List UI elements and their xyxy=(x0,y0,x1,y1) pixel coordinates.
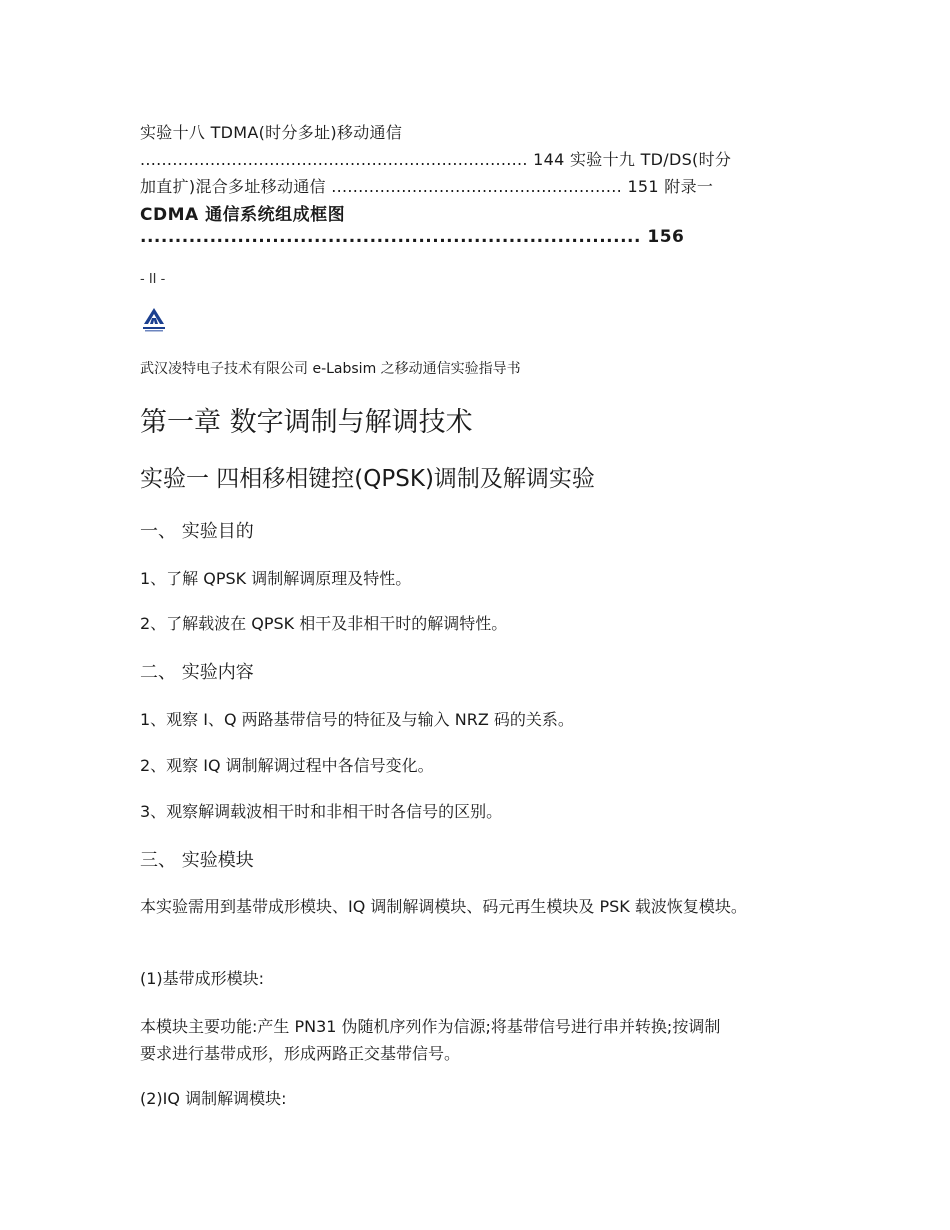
company-header: 武汉凌特电子技术有限公司 e-Labsim 之移动通信实验指导书 xyxy=(140,361,521,377)
content-item-1: 1、观察 I、Q 两路基带信号的特征及与输入 NRZ 码的关系。 xyxy=(140,710,574,729)
content-item-2: 2、观察 IQ 调制解调过程中各信号变化。 xyxy=(140,756,434,775)
module-1-desc-line-2: 要求进行基带成形，形成两路正交基带信号。 xyxy=(140,1044,461,1063)
experiment-title: 实验一 四相移相键控(QPSK)调制及解调实验 xyxy=(140,466,595,492)
module-1-desc-line-1: 本模块主要功能:产生 PN31 伪随机序列作为信源;将基带信号进行串并转换;按调制 xyxy=(140,1017,721,1036)
lingte-logo-icon xyxy=(140,306,168,334)
chapter-title: 第一章 数字调制与解调技术 xyxy=(140,407,473,438)
module-1-title: (1)基带成形模块: xyxy=(140,969,265,988)
module-2-title: (2)IQ 调制解调模块: xyxy=(140,1089,287,1108)
toc-line-2: ........................................................................ 144 实验十九 TD/DS(时分 xyxy=(140,150,732,169)
toc-line-4: CDMA 通信系统组成框图 xyxy=(140,205,346,225)
section-purpose-title: 一、 实验目的 xyxy=(140,521,254,542)
toc-line-1: 实验十八 TDMA(时分多址)移动通信 xyxy=(140,123,403,142)
modules-intro: 本实验需用到基带成形模块、IQ 调制解调模块、码元再生模块及 PSK 载波恢复模块。 xyxy=(140,897,747,916)
content-item-3: 3、观察解调载波相干时和非相干时各信号的区别。 xyxy=(140,802,503,821)
toc-line-3: 加直扩)混合多址移动通信 ...................................................... 151 附录一 xyxy=(140,177,714,196)
section-content-title: 二、 实验内容 xyxy=(140,662,254,683)
toc-line-5: ........................................................................ 156 xyxy=(140,227,685,247)
section-modules-title: 三、 实验模块 xyxy=(140,850,254,871)
page-number: - II - xyxy=(140,272,166,287)
purpose-item-2: 2、了解载波在 QPSK 相干及非相干时的解调特性。 xyxy=(140,614,508,633)
purpose-item-1: 1、了解 QPSK 调制解调原理及特性。 xyxy=(140,569,412,588)
